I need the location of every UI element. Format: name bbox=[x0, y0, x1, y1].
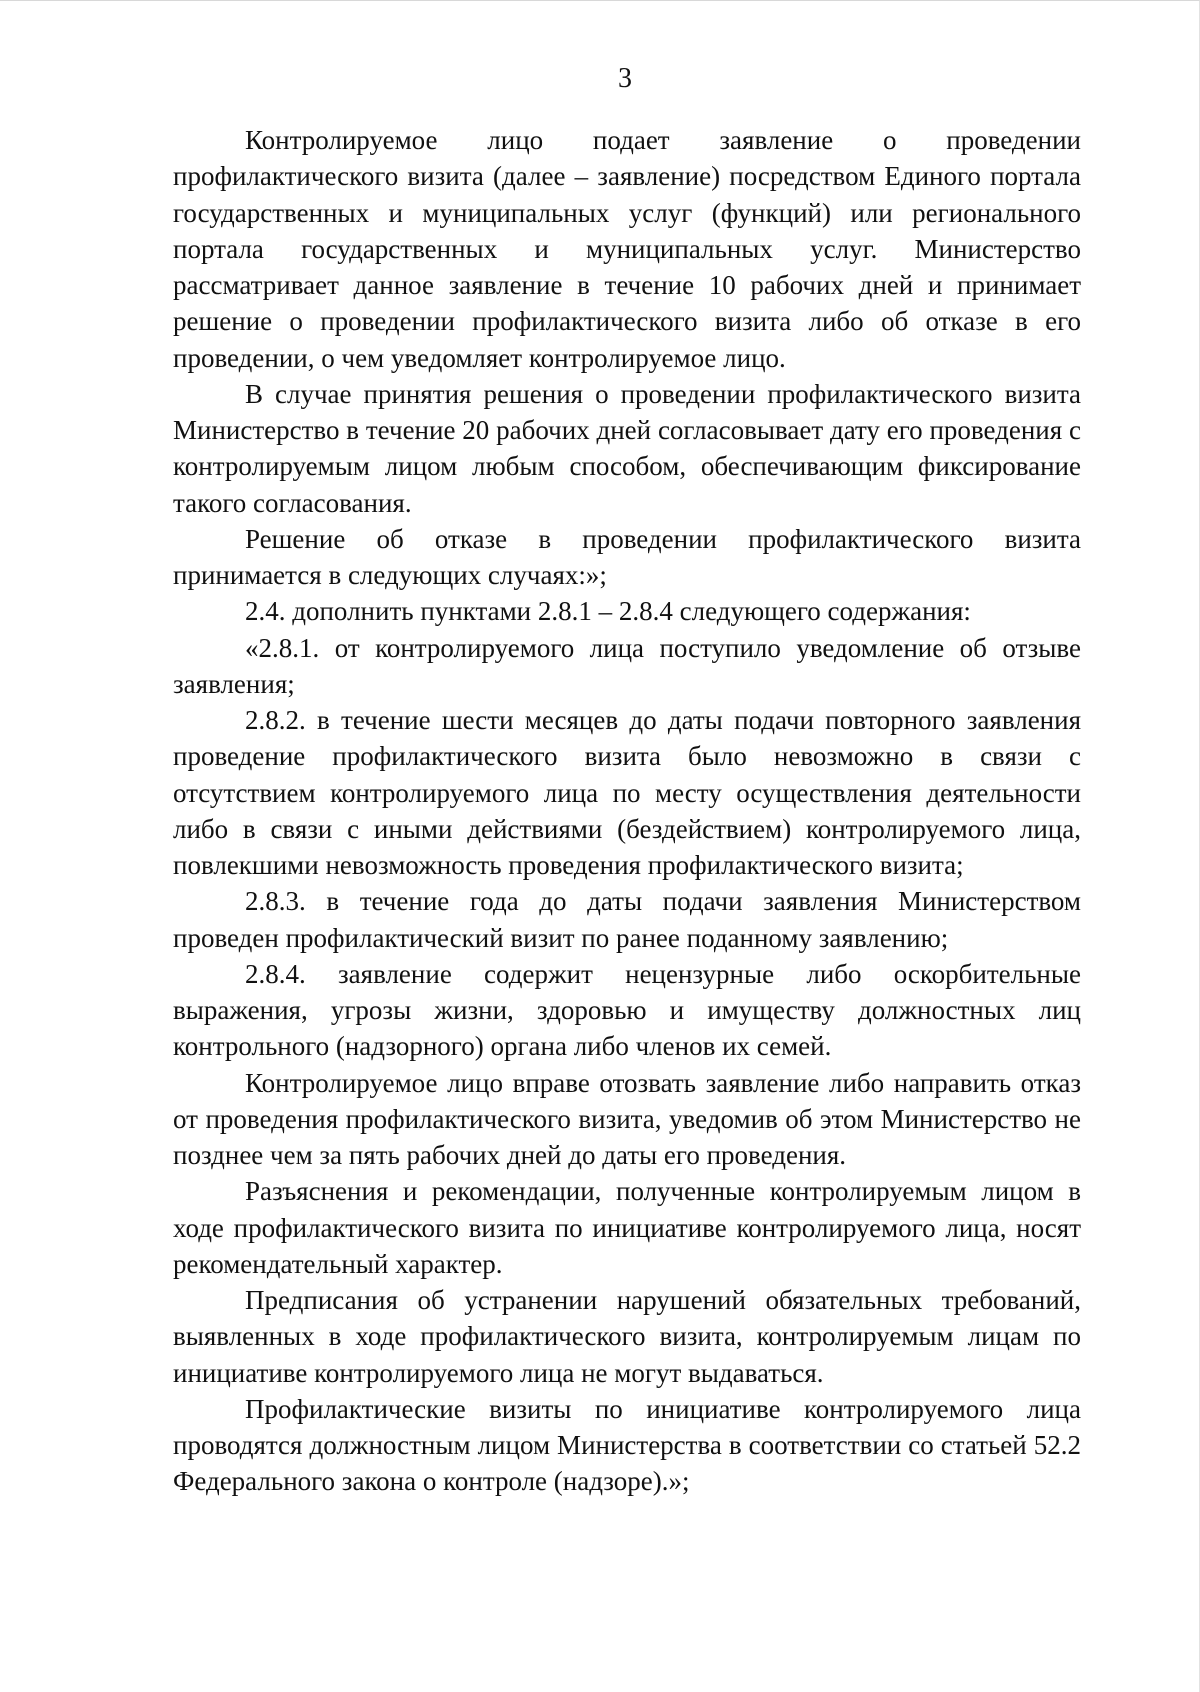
paragraph-clause-2-8-2: 2.8.2. в течение шести месяцев до даты подачи повторного заявления проведение профилактического визита было невозможно в связи с отсутствием контролируемого лица по месту осуществления деятельности либо в связи с иными действиями (бездействием) контролируемого лица, повлекшими невозможность проведения профилактического визита; bbox=[173, 705, 1081, 880]
document-body bbox=[173, 122, 1081, 1500]
paragraph-withdrawal-right: Контролируемое лицо вправе отозвать заявление либо направить отказ от проведения профилактического визита, уведомив об этом Министерство не позднее чем за пять рабочих дней до даты его проведения. bbox=[173, 1067, 1081, 1170]
paragraph-clause-2-8-1: «2.8.1. от контролируемого лица поступило уведомление об отзыве заявления; bbox=[173, 632, 1081, 699]
paragraph-refusal-cases: Решение об отказе в проведении профилактического визита принимается в следующих случаях:»; bbox=[173, 523, 1081, 590]
paragraph-clause-2-8-3: 2.8.3. в течение года до даты подачи заявления Министерством проведен профилактический визит по ранее поданному заявлению; bbox=[173, 886, 1081, 953]
page-number: 3 bbox=[618, 63, 632, 94]
paragraph-application-procedure: Контролируемое лицо подает заявление о проведении профилактического визита (далее – заявление) посредством Единого портала государственных и муниципальных услуг (функций) или регионального портала государственных и муниципальных услуг. Министерство рассматривает данное заявление в течение 10 рабочих дней и принимает решение о проведении профилактического визита либо об отказе в его проведении, о чем уведомляет контролируемое лицо. bbox=[173, 125, 1081, 373]
paragraph-visit-date-agreement: В случае принятия решения о проведении профилактического визита Министерство в течение 20 рабочих дней согласовывает дату его проведения с контролируемым лицом любым способом, обеспечивающим фиксирование такого согласования. bbox=[173, 378, 1081, 518]
paragraph-recommendations: Разъяснения и рекомендации, полученные контролируемым лицом в ходе профилактического визита по инициативе контролируемого лица, носят рекомендательный характер. bbox=[173, 1176, 1081, 1279]
paragraph-amendment-2-4: 2.4. дополнить пунктами 2.8.1 – 2.8.4 следующего содержания: bbox=[245, 596, 971, 627]
paragraph-orders-not-issued: Предписания об устранении нарушений обязательных требований, выявленных в ходе профилактического визита, контролируемым лицам по инициативе контролируемого лица не могут выдаваться. bbox=[173, 1285, 1081, 1388]
paragraph-clause-2-8-4: 2.8.4. заявление содержит нецензурные либо оскорбительные выражения, угрозы жизни, здоровью и имуществу должностных лиц контрольного (надзорного) органа либо членов их семей. bbox=[173, 958, 1081, 1062]
paragraph-visits-conducted: Профилактические визиты по инициативе контролируемого лица проводятся должностным лицом Министерства в соответствии со статьей 52.2 Федерального закона о контроле (надзоре).»; bbox=[173, 1393, 1081, 1497]
